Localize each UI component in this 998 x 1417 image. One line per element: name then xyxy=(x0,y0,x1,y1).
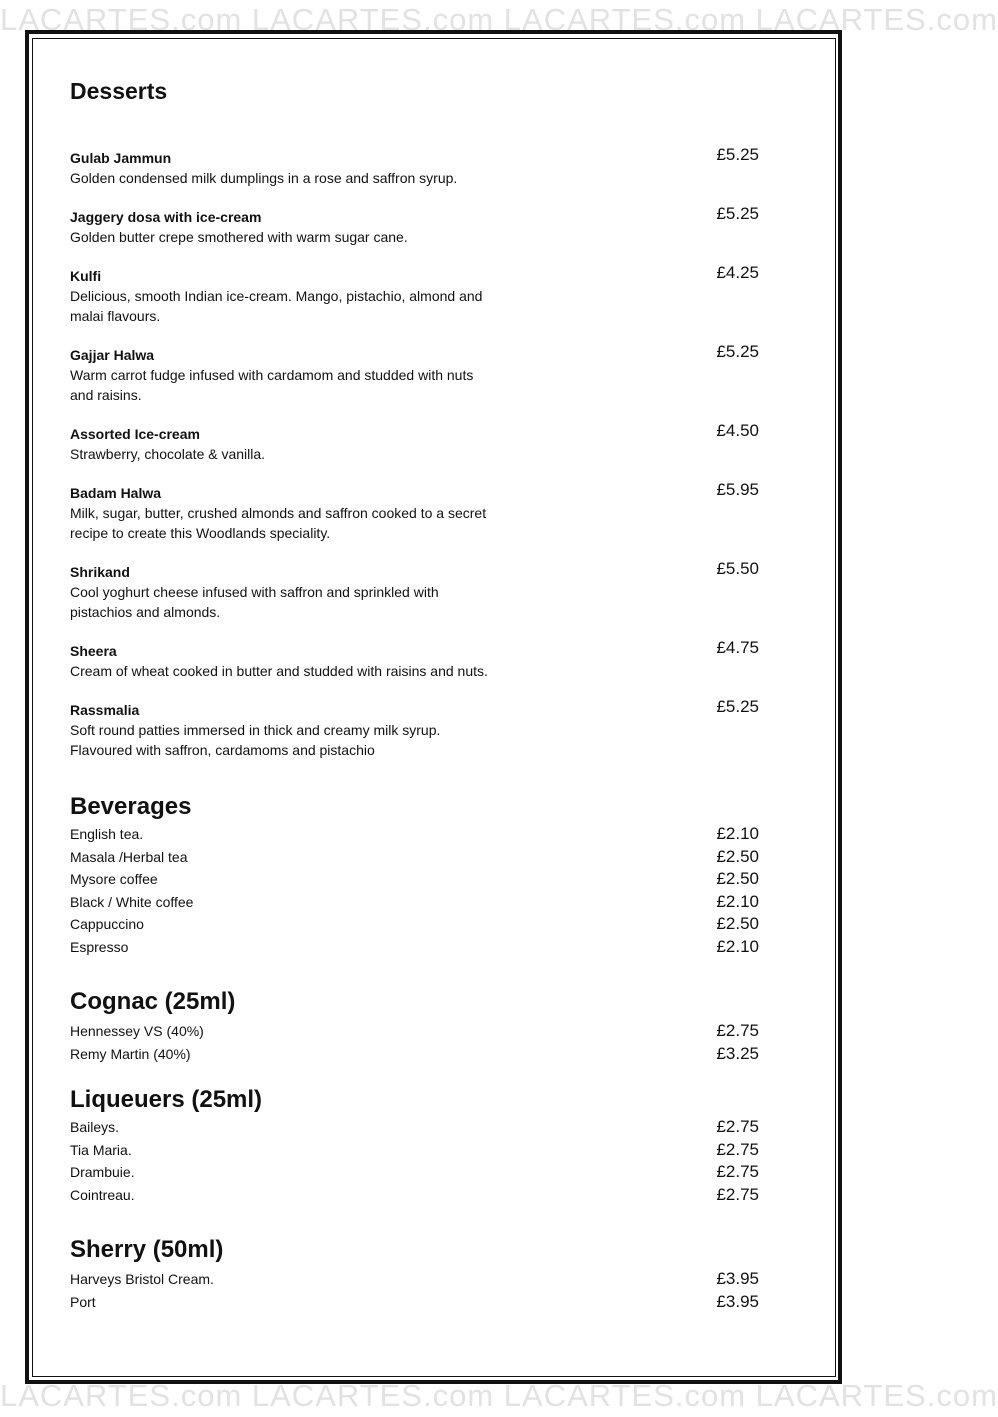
dessert-description: Cool yoghurt cheese infused with saffron and sprinkled with pistachios and almonds. xyxy=(70,584,439,620)
cognac-row xyxy=(70,1020,765,1043)
dessert-price: £5.50 xyxy=(716,559,759,578)
dessert-description: Soft round patties immersed in thick and creamy milk syrup. Flavoured with saffron, cardamoms and pistachio xyxy=(70,722,441,758)
dessert-item xyxy=(70,697,765,760)
liqueur-name: Tia Maria. xyxy=(70,1141,132,1158)
dessert-description: Cream of wheat cooked in butter and studded with raisins and nuts. xyxy=(70,663,488,679)
dessert-name: Gajjar Halwa xyxy=(70,347,155,363)
liqueur-row xyxy=(70,1116,765,1139)
dessert-price: £5.95 xyxy=(716,480,759,499)
cognac-price: £3.25 xyxy=(716,1043,759,1063)
menu-content xyxy=(70,78,765,1313)
beverage-name: Masala /Herbal tea xyxy=(70,848,188,865)
dessert-name: Sheera xyxy=(70,643,117,659)
beverage-price: £2.10 xyxy=(716,891,759,911)
liqueur-price: £2.75 xyxy=(716,1162,759,1181)
dessert-description: Golden butter crepe smothered with warm sugar cane. xyxy=(70,229,408,245)
dessert-price: £4.25 xyxy=(716,263,759,282)
sherry-name: Harveys Bristol Cream. xyxy=(70,1271,214,1287)
dessert-item xyxy=(70,559,765,622)
sherry-name: Port xyxy=(70,1293,96,1310)
dessert-price: £4.50 xyxy=(716,421,759,440)
liqueur-price: £2.75 xyxy=(716,1117,759,1136)
beverage-price: £2.10 xyxy=(716,936,759,956)
dessert-name: Gulab Jammun xyxy=(70,150,172,166)
liqueur-price: £2.75 xyxy=(716,1139,759,1159)
dessert-price: £4.75 xyxy=(716,638,759,657)
dessert-name: Assorted Ice-cream xyxy=(70,426,200,442)
liqueur-name: Cointreau. xyxy=(70,1186,135,1203)
dessert-price: £5.25 xyxy=(716,342,759,361)
sherry-row xyxy=(70,1268,765,1291)
beverage-name: Cappuccino xyxy=(70,916,144,932)
dessert-name: Jaggery dosa with ice-cream xyxy=(70,209,262,225)
beverage-row xyxy=(70,823,765,846)
dessert-description: Strawberry, chocolate & vanilla. xyxy=(70,446,266,462)
cognac-name: Remy Martin (40%) xyxy=(70,1045,191,1062)
beverage-name: Espresso xyxy=(70,938,129,955)
dessert-item xyxy=(70,204,765,247)
dessert-description: Warm carrot fudge infused with cardamom and studded with nuts and raisins. xyxy=(70,367,474,403)
liqueur-name: Drambuie. xyxy=(70,1164,135,1180)
beverage-row xyxy=(70,868,765,891)
liqueur-price: £2.75 xyxy=(716,1184,759,1204)
beverage-price: £2.50 xyxy=(716,869,759,888)
dessert-price: £5.25 xyxy=(716,697,759,716)
dessert-item xyxy=(70,263,765,326)
liqueur-name: Baileys. xyxy=(70,1119,120,1135)
beverage-row xyxy=(70,936,765,959)
beverage-name: Black / White coffee xyxy=(70,893,194,910)
liqueur-row xyxy=(70,1161,765,1184)
sherry-title: Sherry (50ml) xyxy=(70,1236,224,1263)
sherry-row xyxy=(70,1291,765,1314)
dessert-description: Golden condensed milk dumplings in a rose and saffron syrup. xyxy=(70,170,458,186)
dessert-name: Kulfi xyxy=(70,268,102,284)
liqueur-row xyxy=(70,1139,765,1162)
beverage-name: Mysore coffee xyxy=(70,871,158,887)
sherry-price: £3.95 xyxy=(716,1291,759,1311)
dessert-item xyxy=(70,342,765,405)
dessert-price: £5.25 xyxy=(716,145,759,164)
dessert-description: Delicious, smooth Indian ice-cream. Mango, pistachio, almond and malai flavours. xyxy=(70,288,483,324)
liqueur-row xyxy=(70,1184,765,1207)
dessert-item xyxy=(70,145,765,188)
watermark-bottom: LACARTES.com LACARTES.com LACARTES.com LACARTES.com xyxy=(0,1378,998,1413)
dessert-name: Rassmalia xyxy=(70,702,140,718)
beverage-row xyxy=(70,846,765,869)
beverage-price: £2.50 xyxy=(716,846,759,866)
dessert-price: £5.25 xyxy=(716,204,759,223)
cognac-name: Hennessey VS (40%) xyxy=(70,1023,204,1039)
beverage-row xyxy=(70,913,765,936)
cognac-price: £2.75 xyxy=(716,1021,759,1040)
liqueurs-title: Liqueuers (25ml) xyxy=(70,1086,263,1113)
beverages-title: Beverages xyxy=(70,793,192,820)
dessert-item xyxy=(70,421,765,464)
desserts-title: Desserts xyxy=(70,78,168,104)
dessert-name: Shrikand xyxy=(70,564,130,580)
beverage-name: English tea. xyxy=(70,826,144,842)
cognac-title: Cognac (25ml) xyxy=(70,988,236,1015)
beverage-row xyxy=(70,891,765,914)
dessert-item xyxy=(70,638,765,681)
cognac-row xyxy=(70,1043,765,1066)
dessert-description: Milk, sugar, butter, crushed almonds and saffron cooked to a secret recipe to create this Woodlands speciality. xyxy=(70,505,487,541)
beverage-price: £2.10 xyxy=(716,824,759,843)
sherry-price: £3.95 xyxy=(716,1269,759,1288)
beverage-price: £2.50 xyxy=(716,914,759,933)
watermark-top: LACARTES.com LACARTES.com LACARTES.com LACARTES.com xyxy=(0,2,998,37)
dessert-item xyxy=(70,480,765,543)
dessert-name: Badam Halwa xyxy=(70,485,162,501)
